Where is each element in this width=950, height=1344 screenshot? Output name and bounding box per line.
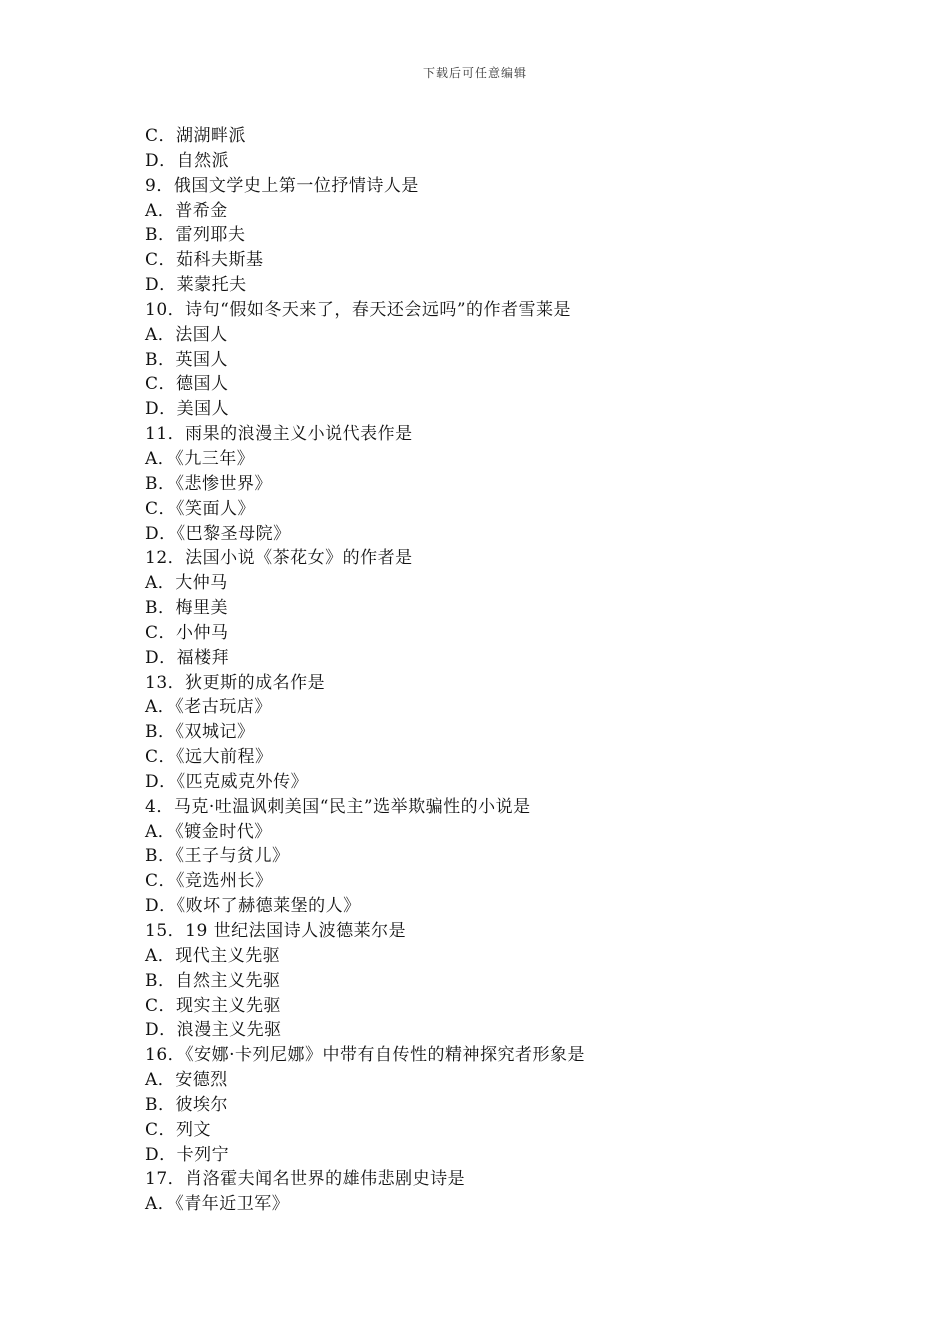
option-line: B．英国人 [145, 349, 228, 370]
option-line: D．卡列宁 [145, 1144, 230, 1165]
question-line: 17．肖洛霍夫闻名世界的雄伟悲剧史诗是 [145, 1169, 466, 1190]
option-line: A．法国人 [145, 324, 228, 345]
question-line: 13．狄更斯的成名作是 [145, 672, 326, 693]
option-line: B．《悲惨世界》 [145, 473, 272, 494]
option-line: A．大仲马 [145, 573, 228, 594]
option-line: C．茹科夫斯基 [145, 250, 264, 271]
question-line: 4．马克·吐温讽刺美国“民主”选举欺骗性的小说是 [145, 796, 531, 817]
question-line: 11．雨果的浪漫主义小说代表作是 [145, 424, 413, 445]
option-line: A．《老古玩店》 [145, 697, 272, 718]
option-line: D．美国人 [145, 399, 230, 420]
option-line: A．《九三年》 [145, 448, 255, 469]
question-line: 9．俄国文学史上第一位抒情诗人是 [145, 175, 419, 196]
option-line: A．《镀金时代》 [145, 821, 272, 842]
option-line: C．湖湖畔派 [145, 126, 247, 146]
option-line: D．浪漫主义先驱 [145, 1020, 282, 1041]
option-line: D．自然派 [145, 150, 230, 171]
option-line: C．小仲马 [145, 622, 229, 643]
option-line: D．《匹克威克外传》 [145, 771, 309, 792]
option-line: D．福楼拜 [145, 647, 230, 668]
option-line: B．自然主义先驱 [145, 970, 281, 991]
option-line: B．梅里美 [145, 598, 228, 619]
option-line: B．《王子与贫儿》 [145, 846, 290, 867]
option-line: B．雷列耶夫 [145, 225, 246, 246]
option-line: C．《远大前程》 [145, 747, 273, 768]
option-line: C．现实主义先驱 [145, 995, 282, 1016]
option-line: D．《败坏了赫德莱堡的人》 [145, 896, 361, 917]
question-line: 15．19 世纪法国诗人波德莱尔是 [145, 921, 407, 941]
question-line: 16．《安娜·卡列尼娜》中带有自传性的精神探究者形象是 [145, 1045, 586, 1066]
option-line: B．彼埃尔 [145, 1094, 228, 1115]
option-line: D．《巴黎圣母院》 [145, 523, 291, 544]
option-line: A．《青年近卫军》 [145, 1194, 290, 1215]
option-line: C．列文 [145, 1119, 212, 1140]
option-line: B．《双城记》 [145, 722, 255, 743]
option-line: A．安德烈 [145, 1070, 228, 1091]
option-line: D．莱蒙托夫 [145, 275, 247, 296]
option-line: C．《笑面人》 [145, 498, 256, 519]
question-line: 10．诗句“假如冬天来了，春天还会远吗”的作者雪莱是 [145, 299, 572, 320]
question-line: 12．法国小说《茶花女》的作者是 [145, 548, 413, 569]
option-line: C．德国人 [145, 374, 229, 395]
option-line: A．现代主义先驱 [145, 945, 281, 966]
option-line: C．《竞选州长》 [145, 871, 273, 892]
option-line: A．普希金 [145, 200, 228, 221]
document-body [145, 124, 845, 1217]
page-header-note: 下载后可任意编辑 [422, 66, 527, 80]
